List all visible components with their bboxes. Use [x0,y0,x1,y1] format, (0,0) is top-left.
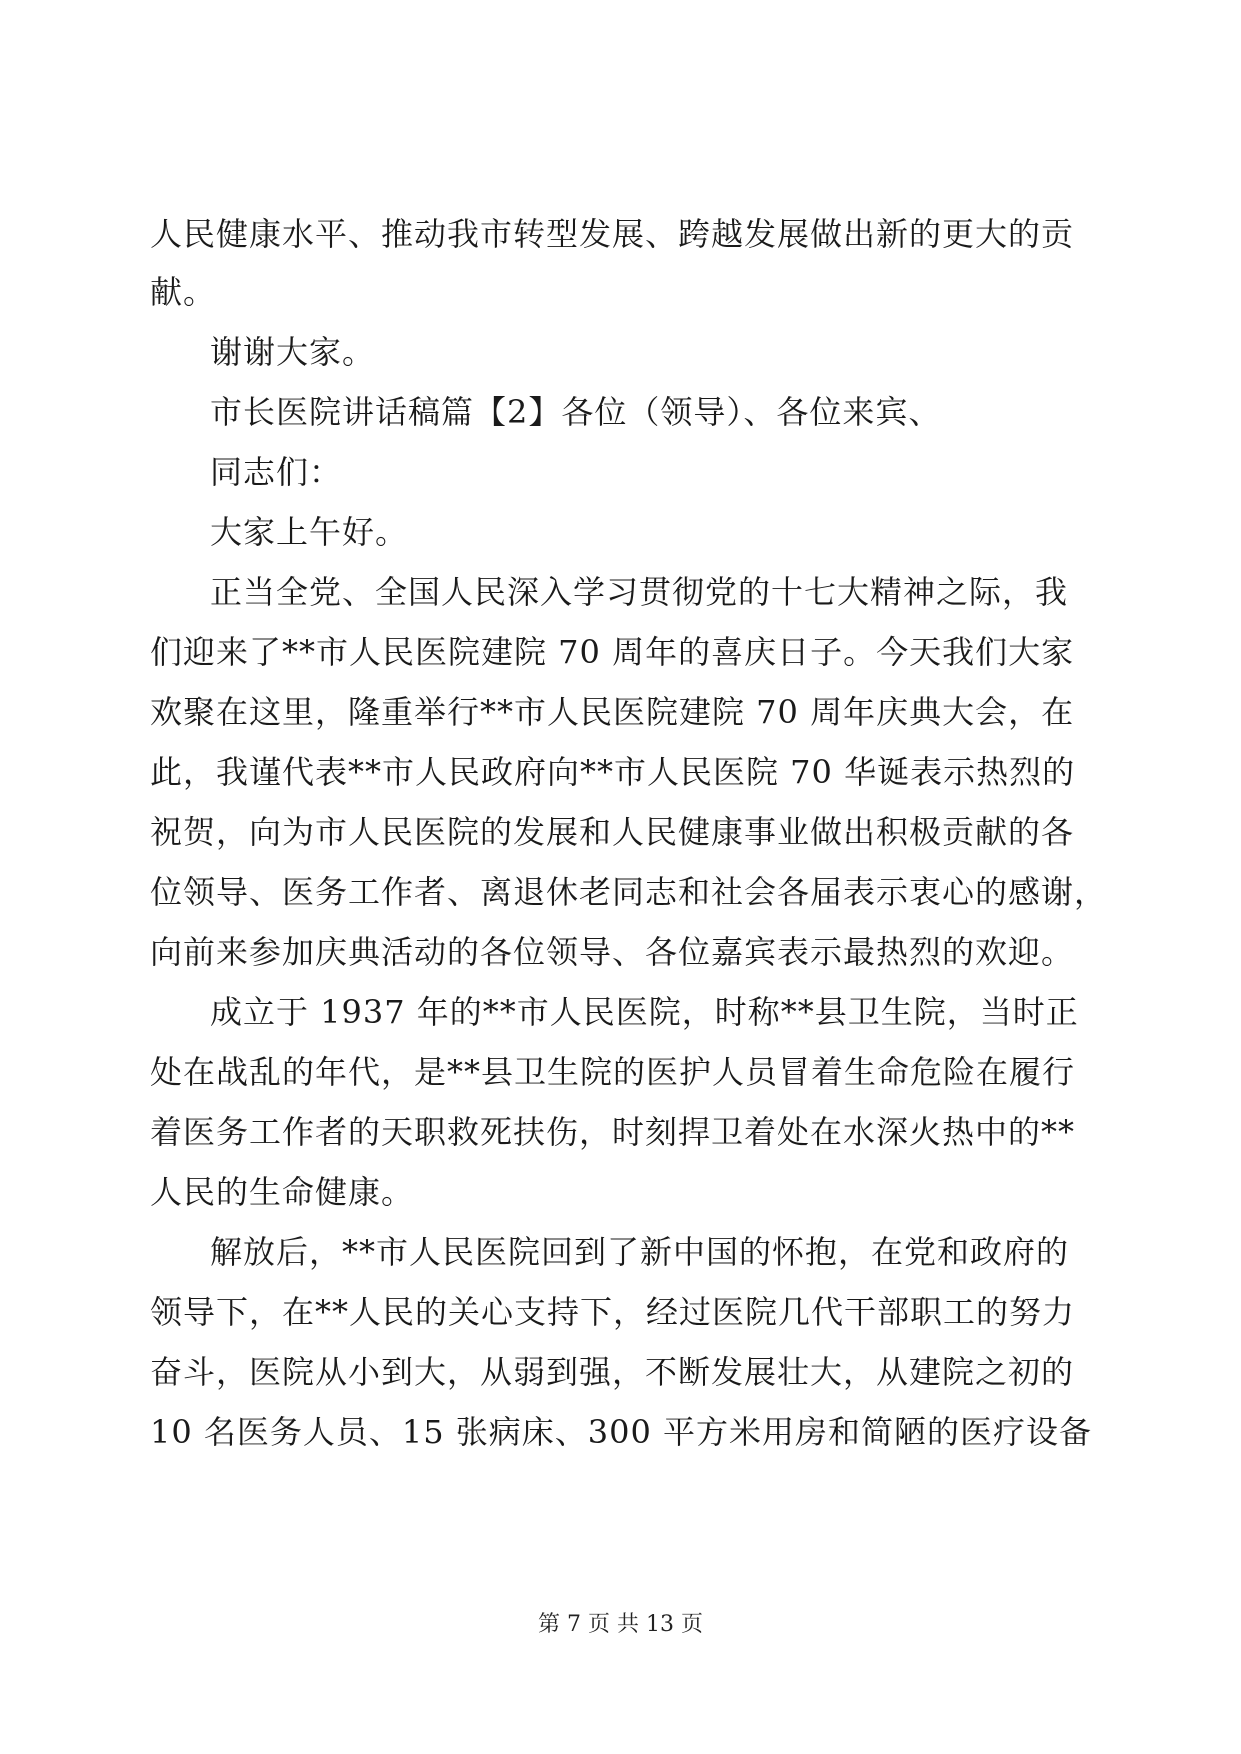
text-line: 位领导、医务工作者、离退休老同志和社会各届表示衷心的感谢， [150,873,1108,911]
text-line: 成立于 1937 年的**市人民医院，时称**县卫生院，当时正 [210,993,1079,1031]
text-line: 解放后，**市人民医院回到了新中国的怀抱，在党和政府的 [210,1233,1070,1271]
text-line: 奋斗，医院从小到大，从弱到强，不断发展壮大，从建院之初的 [150,1353,1075,1391]
text-line: 10 名医务人员、15 张病床、300 平方米用房和简陋的医疗设备 [150,1413,1093,1451]
text-line: 处在战乱的年代，是**县卫生院的医护人员冒着生命危险在履行 [150,1053,1076,1091]
page-number-footer: 第 7 页 共 13 页 [538,1612,703,1637]
text-line: 人民健康水平、推动我市转型发展、跨越发展做出新的更大的贡 [150,215,1075,253]
text-line: 们迎来了**市人民医院建院 70 周年的喜庆日子。今天我们大家 [150,633,1075,671]
text-line: 人民的生命健康。 [150,1173,415,1211]
text-line: 着医务工作者的天职救死扶伤，时刻捍卫着处在水深火热中的** [150,1113,1076,1151]
text-line: 祝贺，向为市人民医院的发展和人民健康事业做出积极贡献的各 [150,813,1075,851]
text-line: 此，我谨代表**市人民政府向**市人民医院 70 华诞表示热烈的 [150,753,1076,791]
text-line: 大家上午好。 [210,513,409,551]
text-line: 向前来参加庆典活动的各位领导、各位嘉宾表示最热烈的欢迎。 [150,933,1075,971]
text-line: 正当全党、全国人民深入学习贯彻党的十七大精神之际，我 [210,573,1069,611]
text-line: 领导下，在**人民的关心支持下，经过医院几代干部职工的努力 [150,1293,1076,1331]
text-line: 市长医院讲话稿篇【2】各位（领导）、各位来宾、 [210,393,942,431]
text-line: 欢聚在这里，隆重举行**市人民医院建院 70 周年庆典大会，在 [150,693,1075,731]
text-line: 谢谢大家。 [210,333,376,371]
text-line: 献。 [150,273,217,311]
text-line: 同志们： [210,453,343,491]
